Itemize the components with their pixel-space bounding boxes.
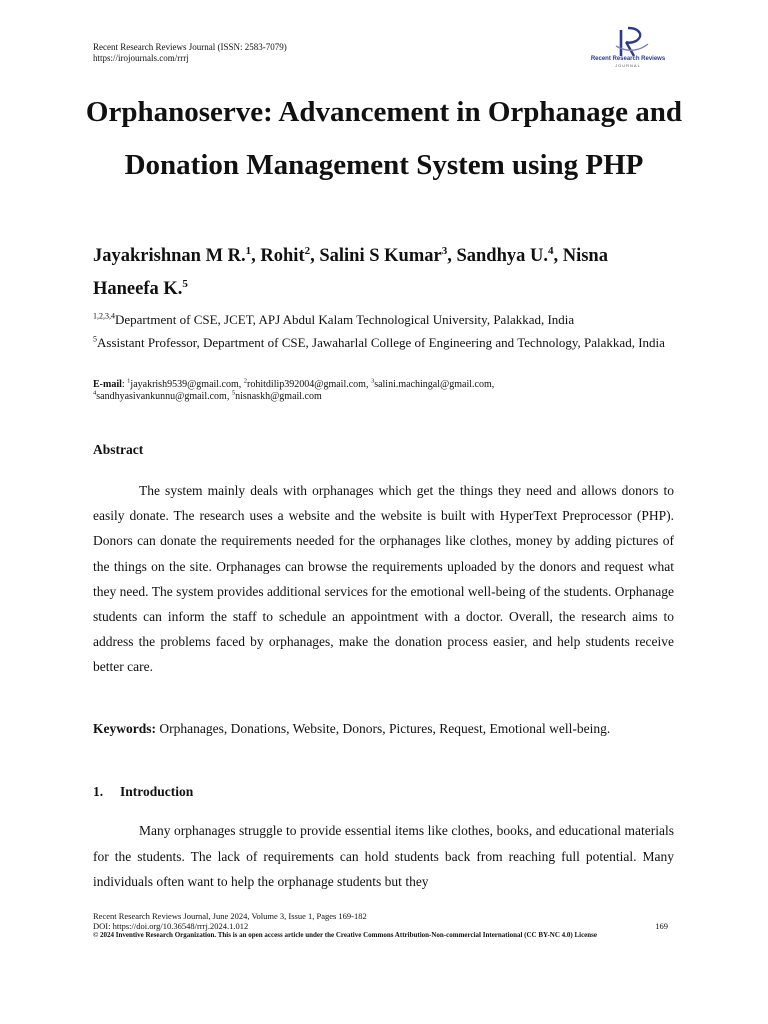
running-header bbox=[93, 42, 287, 64]
author-affil-sup: 2 bbox=[304, 244, 311, 257]
author-affil-sup: 3 bbox=[441, 244, 448, 257]
page-number: 169 bbox=[655, 920, 668, 931]
email-label: E-mail bbox=[93, 379, 122, 390]
author-name: Sandhya U. bbox=[456, 246, 548, 266]
journal-url: https://irojournals.com/rrrj bbox=[93, 53, 189, 63]
email-list: E-mail: $^1$jayakrish9539@gmail.com, $^2$rohitdilip392004@gmail.com, $^3$salini.machingal@gmail.com, $^4$sandhyasivankunnu@gmail.com, $^5$nisnaskh@gmail.com bbox=[93, 377, 495, 402]
footer-citation: Recent Research Reviews Journal, June 2024, Volume 3, Issue 1, Pages 169-182 bbox=[93, 911, 367, 921]
email-address: jayakrish9539@gmail.com, bbox=[130, 379, 242, 390]
author-affil-sup: 4 bbox=[547, 244, 554, 257]
section-number: 1. bbox=[93, 784, 104, 799]
section-heading-introduction bbox=[93, 784, 193, 800]
affiliation-2 bbox=[93, 331, 673, 354]
author-list: Jayakrishnan M R.$^1$, Rohit$^2$, Salini S Kumar$^3$, Sandhya U.$^4$, Nisna Haneefa K.$^5$ bbox=[93, 244, 608, 299]
keywords-label: Keywords: bbox=[93, 721, 156, 736]
logo-text: Recent Research Reviews bbox=[590, 56, 666, 62]
email-address: sandhyasivankunnu@gmail.com, bbox=[96, 391, 230, 402]
logo-subtext: JOURNAL bbox=[615, 63, 641, 68]
affiliation-sup: 1,2,3,4 bbox=[93, 311, 115, 321]
footer-license: © 2024 Inventive Research Organization. This is an open access article under the Creative Commons Attribution-Non-commercial International (CC BY-NC 4.0) License bbox=[93, 931, 598, 939]
paper-title: Orphanoserve: Advancement in Orphanage and Donation Management System using PHP bbox=[85, 96, 683, 181]
affiliation-sup: 5 bbox=[93, 334, 97, 344]
stylized-r-logo-icon bbox=[588, 26, 668, 58]
email-address: salini.machingal@gmail.com, bbox=[374, 379, 495, 390]
author-name: Nisna Haneefa K. bbox=[93, 246, 608, 299]
abstract-body: The system mainly deals with orphanages which get the things they need and allows donors to easily donate. The research uses a website and the website is built with HyperText Preprocessor (PHP). Donors can donate the requirements needed for the orphanages like clothes, money by adding pictures of the things on the site. Orphanages can browse the requirements uploaded by the donors and request what they need. The system provides additional services for the emotional well-being of the students. Orphanage students can inform the staff to schedule an appointment with a doctor. Overall, the research aims to address the problems faced by orphanages, make the donation process easier, and help students receive better care. bbox=[93, 483, 674, 675]
author-affil-sup: 5 bbox=[182, 277, 188, 290]
introduction-body: Many orphanages struggle to provide essential items like clothes, books, and educational materials for the students. The lack of requirements can hold students back from reaching full potential. Many individuals often want to help the orphanage students but they bbox=[93, 823, 674, 889]
keywords-text: Orphanages, Donations, Website, Donors, Pictures, Request, Emotional well-being. bbox=[159, 721, 611, 736]
abstract-heading: Abstract bbox=[93, 442, 144, 457]
footer-doi: DOI: https://doi.org/10.36548/rrrj.2024.1.012 bbox=[93, 920, 249, 931]
author-name: Jayakrishnan M R. bbox=[93, 246, 246, 266]
affiliation-text: Assistant Professor, Department of CSE, Jawaharlal College of Engineering and Technology, Palakkad, India bbox=[97, 335, 665, 350]
journal-name: Recent Research Reviews Journal (ISSN: 2583-7079) bbox=[93, 42, 287, 52]
author-name: Rohit bbox=[260, 246, 305, 266]
affiliation-text: Department of CSE, JCET, APJ Abdul Kalam Technological University, Palakkad, India bbox=[115, 312, 575, 327]
page-footer bbox=[93, 912, 668, 941]
keywords bbox=[93, 720, 668, 738]
journal-logo bbox=[588, 26, 668, 74]
section-title: Introduction bbox=[120, 784, 194, 799]
author-affil-sup: 1 bbox=[245, 244, 252, 257]
author-name: Salini S Kumar bbox=[319, 246, 442, 266]
affiliation-1 bbox=[93, 308, 673, 331]
email-address: nisnaskh@gmail.com bbox=[235, 391, 322, 402]
email-address: rohitdilip392004@gmail.com, bbox=[247, 379, 369, 390]
